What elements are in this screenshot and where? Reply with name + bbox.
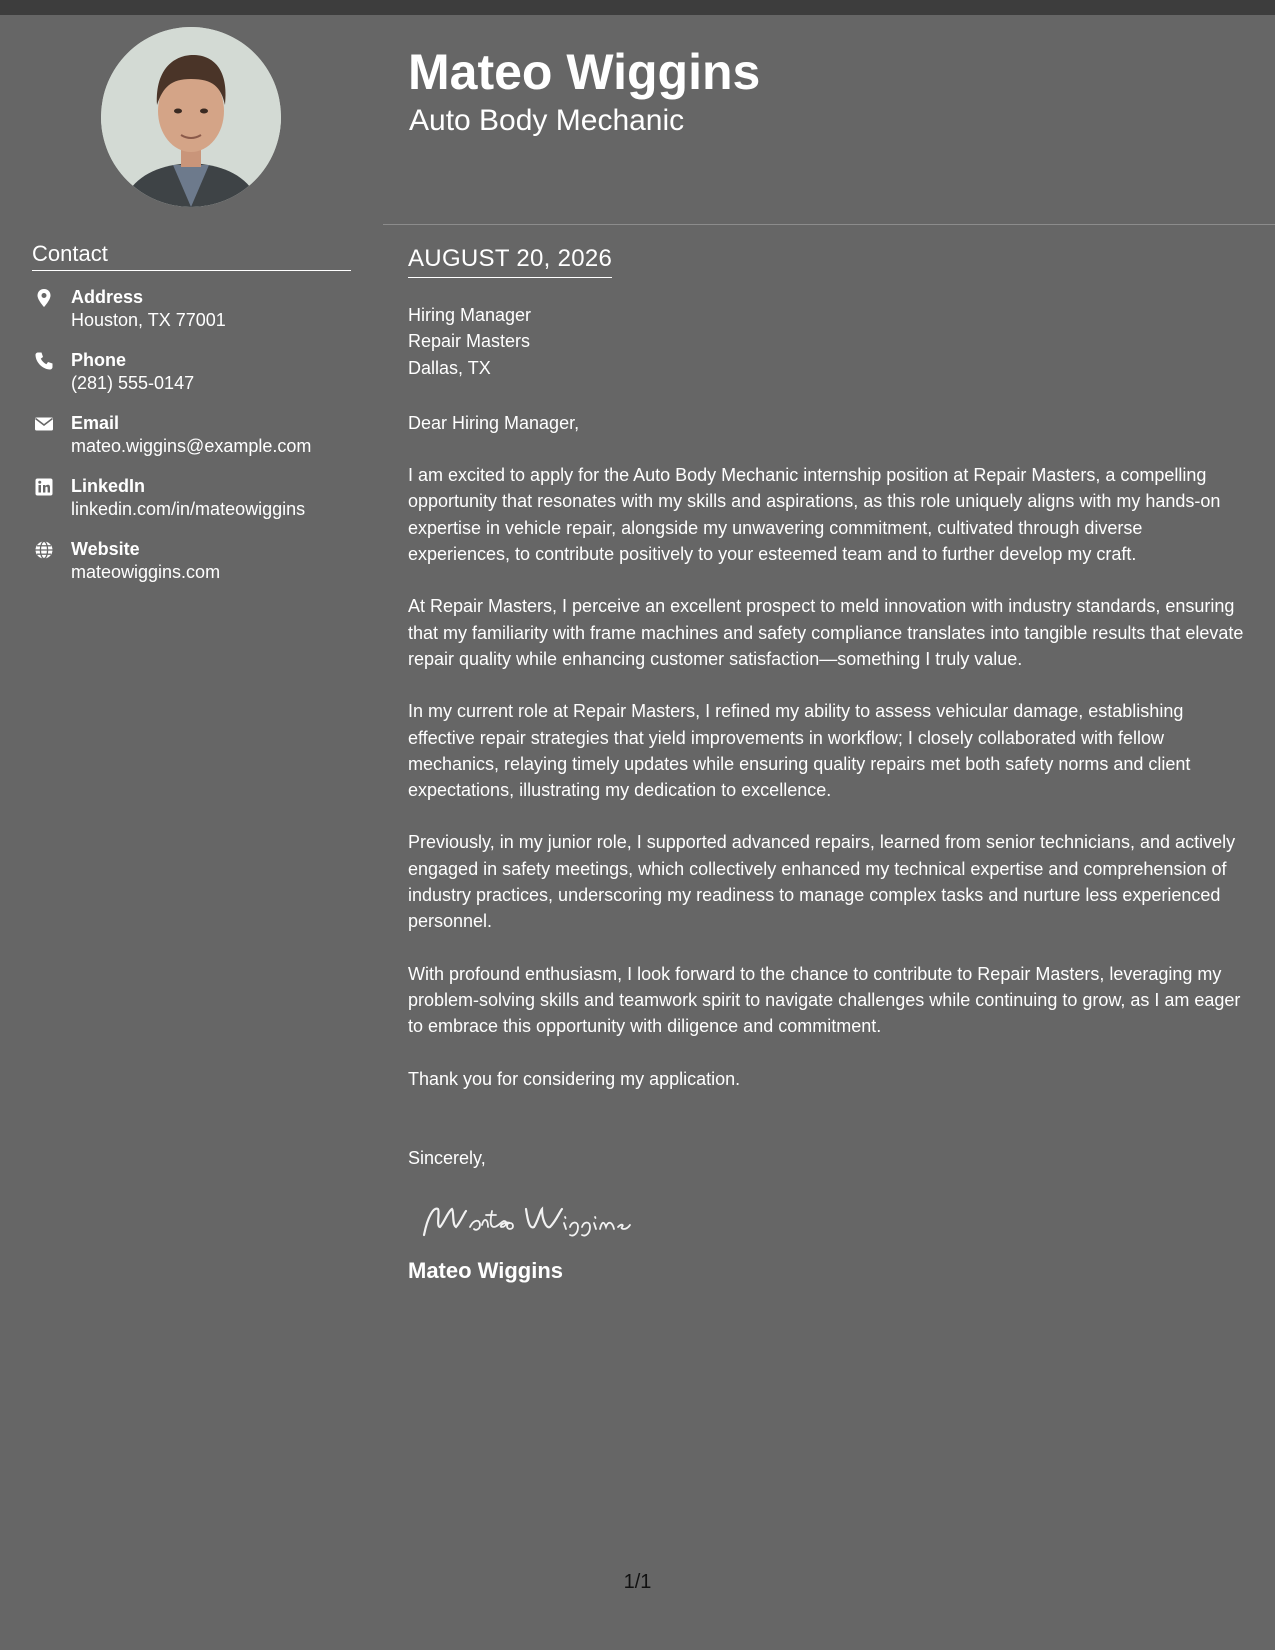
recipient-line: Dallas, TX	[408, 357, 491, 378]
contact-item-website	[32, 538, 362, 601]
letter-paragraph: At Repair Masters, I perceive an excellent prospect to meld innovation with industry standards, ensuring that my familiarity with frame machines and safety compliance translates into tangible results that elevate repair quality while enhancing customer satisfaction—something I truly value.	[408, 596, 1244, 669]
contact-value: Houston, TX 77001	[71, 310, 226, 330]
letter-paragraph: Previously, in my junior role, I supported advanced repairs, learned from senior technicians, and actively engaged in safety meetings, which collectively enhanced my technical expertise and comprehension of industry practices, underscoring my readiness to manage complex tasks and nurture less experienced personnel.	[408, 832, 1236, 932]
map-pin-icon	[34, 288, 54, 308]
contact-label: Address	[71, 287, 144, 307]
contact-item-phone	[32, 349, 362, 412]
candidate-name: Mateo Wiggins	[408, 44, 761, 100]
contact-heading: Contact	[32, 240, 351, 271]
contact-label: Website	[71, 539, 140, 559]
phone-icon	[34, 351, 54, 371]
globe-icon	[34, 540, 54, 560]
envelope-icon	[34, 414, 54, 434]
header-divider	[383, 224, 1275, 225]
letter-paragraph: Thank you for considering my application.	[408, 1068, 741, 1089]
contact-item-email	[32, 412, 362, 475]
signature-image	[418, 1193, 1248, 1253]
linkedin-icon	[34, 477, 54, 497]
letter-date: AUGUST 20, 2026	[408, 244, 612, 278]
top-bar	[0, 0, 1275, 15]
contact-label: Phone	[71, 350, 127, 370]
letter-paragraph: With profound enthusiasm, I look forward to the chance to contribute to Repair Masters, leveraging my problem-solving skills and teamwork spirit to navigate challenges while continuing to grow, as I am eager to embrace this opportunity with diligence and commitment.	[408, 963, 1241, 1037]
letter-body	[408, 302, 1248, 1285]
page-number: 1/1	[623, 1571, 652, 1593]
contact-label: Email	[71, 413, 120, 433]
contact-list	[32, 286, 362, 601]
contact-value[interactable]: linkedin.com/in/mateowiggins	[71, 499, 306, 519]
recipient-line: Hiring Manager	[408, 305, 532, 325]
salutation: Dear Hiring Manager,	[408, 412, 580, 433]
contact-value[interactable]: mateo.wiggins@example.com	[71, 436, 312, 456]
contact-item-address	[32, 286, 362, 349]
recipient-block	[408, 302, 1248, 381]
contact-label: LinkedIn	[71, 476, 146, 496]
contact-value: (281) 555-0147	[71, 373, 195, 393]
closing: Sincerely,	[408, 1147, 486, 1168]
signer-name: Mateo Wiggins	[408, 1258, 564, 1284]
portrait-illustration	[101, 27, 281, 207]
recipient-line: Repair Masters	[408, 331, 531, 352]
job-title: Auto Body Mechanic	[409, 104, 685, 137]
letter-paragraph: In my current role at Repair Masters, I refined my ability to assess vehicular damage, establishing effective repair strategies that yield improvements in workflow; I closely collaborated with fellow mechanics, relaying timely updates while ensuring quality repairs met both safety norms and client expectations, illustrating my dedication to excellence.	[408, 701, 1191, 801]
contact-item-linkedin	[32, 475, 362, 538]
letter-paragraph: I am excited to apply for the Auto Body Mechanic internship position at Repair Masters, a compelling opportunity that resonates with my skills and aspirations, as this role uniquely aligns with my hands-on expertise in vehicle repair, alongside my unwavering commitment, cultivated through diverse experiences, to contribute positively to your esteemed team and to further develop my craft.	[408, 465, 1221, 565]
profile-photo	[101, 27, 281, 207]
contact-value[interactable]: mateowiggins.com	[71, 562, 221, 582]
